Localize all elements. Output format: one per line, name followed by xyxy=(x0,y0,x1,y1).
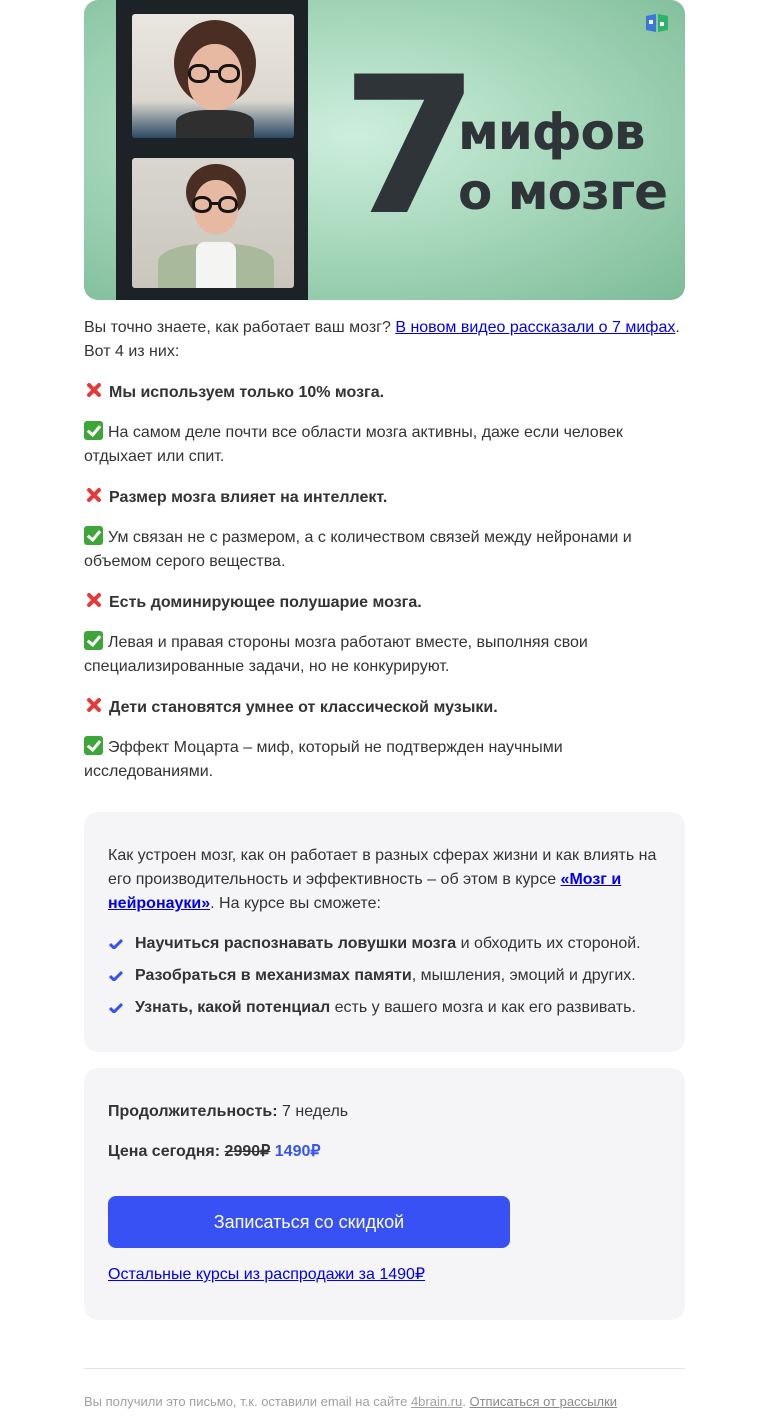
benefit-item xyxy=(108,964,661,988)
cross-mark-icon xyxy=(84,485,104,505)
hero-title-line2: о мозге xyxy=(458,163,668,221)
course-info-card xyxy=(84,812,685,1052)
duration-label: Продолжительность: xyxy=(108,1103,278,1120)
myths-list xyxy=(84,380,685,784)
site-link[interactable]: 4brain.ru xyxy=(410,1394,463,1409)
hero-title xyxy=(458,102,667,222)
fact-text: Ум связан не с размером, а с количеством связей между нейронами и объемом серого вещества. xyxy=(84,529,632,570)
video-link[interactable]: В новом видео рассказали о 7 мифах xyxy=(395,319,676,336)
speaker-photo-top xyxy=(132,14,294,138)
new-price: 1490₽ xyxy=(274,1143,321,1160)
enroll-discount-button[interactable]: Записаться со скидкой xyxy=(108,1196,510,1248)
price-row xyxy=(108,1140,661,1164)
intro-text-end: . Вот 4 из них: xyxy=(84,319,680,360)
brand-logo-icon xyxy=(644,12,670,34)
fact-item xyxy=(84,526,685,574)
other-courses-link[interactable]: Остальные курсы из распродажи за 1490₽ xyxy=(108,1266,426,1283)
fact-text: На самом деле почти все области мозга активны, даже если человек отдыхает или спит. xyxy=(84,424,623,465)
cross-mark-icon xyxy=(84,380,104,400)
course-text: Как устроен мозг, как он работает в разных сферах жизни и как влиять на его производительность и эффективность – об этом в курсе xyxy=(108,847,657,888)
benefit-rest: и обходить их стороной. xyxy=(456,935,641,952)
hero-title-line1: мифов xyxy=(458,103,645,161)
price-label: Цена сегодня: xyxy=(108,1143,221,1160)
email-body xyxy=(84,0,685,1411)
check-icon xyxy=(109,1003,123,1013)
benefit-item xyxy=(108,932,661,956)
speaker-photo-bottom xyxy=(132,158,294,288)
check-mark-icon xyxy=(84,421,103,440)
check-mark-icon xyxy=(84,736,103,755)
benefit-rest: , мышления, эмоций и других. xyxy=(411,967,636,984)
check-mark-icon xyxy=(84,526,103,545)
course-description xyxy=(108,844,661,916)
myth-text: Есть доминирующее полушарие мозга. xyxy=(109,594,422,611)
benefit-bold: Узнать, какой потенциал xyxy=(135,999,331,1016)
hero-number: 7 xyxy=(340,36,474,257)
hero-banner[interactable] xyxy=(84,0,685,300)
video-preview-strip xyxy=(116,0,308,300)
check-icon xyxy=(109,971,123,981)
offer-card xyxy=(84,1068,685,1320)
unsubscribe-link[interactable]: Отписаться от рассылки xyxy=(469,1394,618,1409)
fact-item xyxy=(84,631,685,679)
course-text-end: . На курсе вы сможете: xyxy=(210,895,381,912)
duration-value: 7 недель xyxy=(277,1103,349,1120)
fact-item xyxy=(84,736,685,784)
myth-item xyxy=(84,695,685,720)
fact-text: Эффект Моцарта – миф, который не подтвержден научными исследованиями. xyxy=(84,739,563,780)
myth-text: Мы используем только 10% мозга. xyxy=(109,384,385,401)
footer-separator: . xyxy=(462,1394,470,1409)
myth-text: Размер мозга влияет на интеллект. xyxy=(109,489,388,506)
course-link[interactable]: «Мозг и нейронауки» xyxy=(108,871,622,912)
footer-divider xyxy=(84,1368,685,1369)
benefit-bold: Научиться распознавать ловушки мозга xyxy=(135,935,457,952)
benefits-list xyxy=(108,932,661,1020)
fact-item xyxy=(84,421,685,469)
benefit-item xyxy=(108,996,661,1020)
cross-mark-icon xyxy=(84,590,104,610)
footer-notice: Вы получили это письмо, т.к. оставили email на сайте xyxy=(84,1394,411,1409)
myth-item xyxy=(84,590,685,615)
myth-text: Дети становятся умнее от классической музыки. xyxy=(109,699,498,716)
old-price: 2990₽ xyxy=(224,1143,271,1160)
check-icon xyxy=(109,939,123,949)
check-mark-icon xyxy=(84,631,103,650)
myth-item xyxy=(84,380,685,405)
cross-mark-icon xyxy=(84,695,104,715)
benefit-rest: есть у вашего мозга и как его развивать. xyxy=(330,999,636,1016)
duration-row xyxy=(108,1100,661,1124)
benefit-bold: Разобраться в механизмах памяти xyxy=(135,967,412,984)
fact-text: Левая и правая стороны мозга работают вместе, выполняя свои специализированные задачи, но не конкурируют. xyxy=(84,634,588,675)
myth-item xyxy=(84,485,685,510)
intro-paragraph xyxy=(84,316,685,364)
intro-text: Вы точно знаете, как работает ваш мозг? xyxy=(84,319,396,336)
footer-text xyxy=(84,1393,685,1411)
